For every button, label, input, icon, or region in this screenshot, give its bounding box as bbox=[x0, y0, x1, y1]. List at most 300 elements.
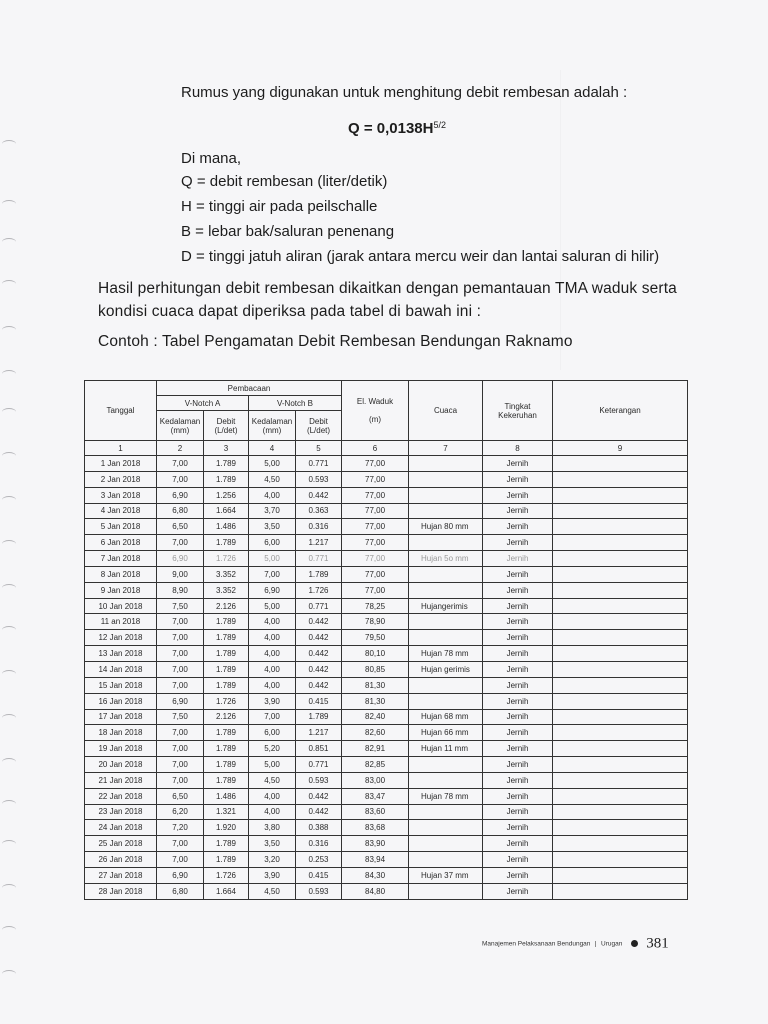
table-cell: Jernih bbox=[483, 614, 553, 630]
table-cell: 0.771 bbox=[296, 551, 342, 567]
table-cell bbox=[409, 693, 483, 709]
table-cell: 1.789 bbox=[204, 757, 249, 773]
table-cell: 3 Jan 2018 bbox=[85, 487, 157, 503]
table-cell bbox=[553, 725, 688, 741]
table-cell: 77,00 bbox=[342, 471, 409, 487]
table-cell: Hujan 5o mm bbox=[409, 551, 483, 567]
paragraph-line-1: Hasil perhitungan debit rembesan dikaitkan dengan pemantauan TMA waduk serta bbox=[98, 280, 677, 297]
header-el-waduk-unit: (m) bbox=[369, 415, 382, 424]
table-cell: 10 Jan 2018 bbox=[85, 598, 157, 614]
table-row bbox=[85, 867, 688, 883]
page-number: 381 bbox=[646, 935, 669, 952]
table-cell: 15 Jan 2018 bbox=[85, 677, 157, 693]
table-cell: 6,00 bbox=[249, 725, 296, 741]
table-cell: 80,10 bbox=[342, 646, 409, 662]
table-cell: 1.726 bbox=[204, 693, 249, 709]
table-cell: 1.726 bbox=[296, 582, 342, 598]
table-cell: Jernih bbox=[483, 566, 553, 582]
table-cell: 9,00 bbox=[157, 566, 204, 582]
page-footer bbox=[482, 935, 669, 953]
table-cell: Jernih bbox=[483, 503, 553, 519]
table-cell: 1.217 bbox=[296, 725, 342, 741]
table-cell: 7,50 bbox=[157, 598, 204, 614]
header-vnotch-b: V-Notch B bbox=[249, 396, 342, 411]
table-cell: 8 Jan 2018 bbox=[85, 566, 157, 582]
table-cell: 4,00 bbox=[249, 661, 296, 677]
bullet-icon bbox=[631, 940, 638, 947]
table-cell: Jernih bbox=[483, 772, 553, 788]
table-cell: 1.664 bbox=[204, 503, 249, 519]
table-cell: Jernih bbox=[483, 725, 553, 741]
table-cell bbox=[409, 820, 483, 836]
table-row bbox=[85, 725, 688, 741]
table-cell bbox=[409, 804, 483, 820]
table-cell: Jernih bbox=[483, 757, 553, 773]
table-cell: 4 Jan 2018 bbox=[85, 503, 157, 519]
table-cell bbox=[553, 677, 688, 693]
table-cell: 1.664 bbox=[204, 883, 249, 899]
formula-main: Q = 0,0138H bbox=[348, 120, 434, 137]
table-row bbox=[85, 820, 688, 836]
table-cell: 1.789 bbox=[204, 836, 249, 852]
header-pembacaan: Pembacaan bbox=[157, 381, 342, 396]
table-cell: 3,20 bbox=[249, 852, 296, 868]
table-cell: 0.771 bbox=[296, 757, 342, 773]
table-cell: 0.316 bbox=[296, 836, 342, 852]
table-cell: 7,00 bbox=[157, 677, 204, 693]
table-cell: 77,00 bbox=[342, 551, 409, 567]
footer-section: Urugan bbox=[601, 940, 623, 948]
table-cell: 7,00 bbox=[157, 630, 204, 646]
table-cell: Jernih bbox=[483, 598, 553, 614]
table-cell: 6,90 bbox=[157, 551, 204, 567]
table-cell: 0.442 bbox=[296, 677, 342, 693]
table-cell bbox=[553, 709, 688, 725]
seepage-observation-table bbox=[84, 380, 688, 900]
table-cell: Hujan 78 mm bbox=[409, 646, 483, 662]
table-cell: 3,50 bbox=[249, 519, 296, 535]
table-cell bbox=[553, 598, 688, 614]
where-label: Di mana, bbox=[181, 150, 242, 167]
table-cell bbox=[553, 614, 688, 630]
table-cell: 77,00 bbox=[342, 519, 409, 535]
table-cell: 5,00 bbox=[249, 598, 296, 614]
table-cell: 77,00 bbox=[342, 582, 409, 598]
table-row bbox=[85, 551, 688, 567]
table-cell: 80,85 bbox=[342, 661, 409, 677]
table-cell: 16 Jan 2018 bbox=[85, 693, 157, 709]
table-cell: 7 Jan 2018 bbox=[85, 551, 157, 567]
table-cell: 6,50 bbox=[157, 519, 204, 535]
table-cell: 6,90 bbox=[157, 693, 204, 709]
table-cell: 78,25 bbox=[342, 598, 409, 614]
definition-d: D = tinggi jatuh aliran (jarak antara mercu weir dan lantai saluran di hilir) bbox=[181, 248, 660, 265]
table-cell: 11 an 2018 bbox=[85, 614, 157, 630]
table-cell: 6,90 bbox=[157, 867, 204, 883]
table-cell bbox=[553, 456, 688, 472]
table-cell: 82,85 bbox=[342, 757, 409, 773]
table-cell: 0.415 bbox=[296, 867, 342, 883]
table-cell: Hujangerimis bbox=[409, 598, 483, 614]
table-cell: Jernih bbox=[483, 630, 553, 646]
table-cell: 4,00 bbox=[249, 487, 296, 503]
table-cell: Jernih bbox=[483, 551, 553, 567]
table-cell: 5 Jan 2018 bbox=[85, 519, 157, 535]
table-cell bbox=[553, 646, 688, 662]
header-kedalaman-b: Kedalaman (mm) bbox=[249, 411, 296, 441]
table-row bbox=[85, 677, 688, 693]
table-cell: Jernih bbox=[483, 693, 553, 709]
definition-q: Q = debit rembesan (liter/detik) bbox=[181, 173, 388, 190]
table-cell bbox=[553, 471, 688, 487]
table-cell: Jernih bbox=[483, 661, 553, 677]
table-cell: 0.593 bbox=[296, 772, 342, 788]
table-cell: 7,00 bbox=[157, 836, 204, 852]
definition-h: H = tinggi air pada peilschalle bbox=[181, 198, 378, 215]
table-cell: 4,00 bbox=[249, 677, 296, 693]
table-cell: 7,00 bbox=[157, 535, 204, 551]
table-row bbox=[85, 757, 688, 773]
table-cell: 82,40 bbox=[342, 709, 409, 725]
table-cell: 1.726 bbox=[204, 867, 249, 883]
table-cell: 77,00 bbox=[342, 487, 409, 503]
table-row bbox=[85, 741, 688, 757]
table-cell: Jernih bbox=[483, 519, 553, 535]
table-cell bbox=[553, 487, 688, 503]
table-cell bbox=[409, 757, 483, 773]
header-debit-a: Debit (L/det) bbox=[204, 411, 249, 441]
table-cell: 6 Jan 2018 bbox=[85, 535, 157, 551]
table-row bbox=[85, 535, 688, 551]
table-cell: 25 Jan 2018 bbox=[85, 836, 157, 852]
table-cell: 1.789 bbox=[204, 772, 249, 788]
footer-separator: | bbox=[594, 940, 597, 948]
table-row bbox=[85, 471, 688, 487]
table-cell: 3,80 bbox=[249, 820, 296, 836]
table-cell: Jernih bbox=[483, 741, 553, 757]
header-debit-b: Debit (L/det) bbox=[296, 411, 342, 441]
header-el-waduk: El. Waduk (m) bbox=[342, 381, 409, 441]
table-row bbox=[85, 804, 688, 820]
table-cell: 7,00 bbox=[157, 471, 204, 487]
column-number-row: 1 2 3 4 5 6 7 8 9 bbox=[85, 441, 688, 456]
table-cell: Jernih bbox=[483, 677, 553, 693]
table-cell: 22 Jan 2018 bbox=[85, 788, 157, 804]
table-cell: 0.363 bbox=[296, 503, 342, 519]
table-cell: 0.442 bbox=[296, 487, 342, 503]
table-cell: 1.486 bbox=[204, 519, 249, 535]
table-cell bbox=[409, 772, 483, 788]
table-cell: Hujan 80 mm bbox=[409, 519, 483, 535]
table-body bbox=[85, 456, 688, 900]
table-cell: 14 Jan 2018 bbox=[85, 661, 157, 677]
table-cell: 3,50 bbox=[249, 836, 296, 852]
table-cell: 20 Jan 2018 bbox=[85, 757, 157, 773]
formula-exponent: 5/2 bbox=[433, 120, 446, 130]
bleed-through-shadow bbox=[560, 70, 681, 370]
table-cell bbox=[553, 867, 688, 883]
table-cell bbox=[409, 677, 483, 693]
table-cell: 84,80 bbox=[342, 883, 409, 899]
table-cell bbox=[553, 693, 688, 709]
table-cell: 2 Jan 2018 bbox=[85, 471, 157, 487]
definition-b: B = lebar bak/saluran penenang bbox=[181, 223, 395, 240]
table-row bbox=[85, 788, 688, 804]
table-cell: 6,50 bbox=[157, 788, 204, 804]
table-cell: 77,00 bbox=[342, 535, 409, 551]
table-row bbox=[85, 582, 688, 598]
table-cell: 23 Jan 2018 bbox=[85, 804, 157, 820]
table-cell: 7,00 bbox=[157, 725, 204, 741]
table-cell bbox=[553, 852, 688, 868]
table-cell: 3,70 bbox=[249, 503, 296, 519]
table-cell: 7,00 bbox=[157, 757, 204, 773]
table-cell: 7,20 bbox=[157, 820, 204, 836]
table-cell: 0.442 bbox=[296, 630, 342, 646]
table-cell: 5,00 bbox=[249, 757, 296, 773]
table-cell: 7,00 bbox=[249, 709, 296, 725]
table-cell: 1.789 bbox=[296, 566, 342, 582]
table-cell: 1.789 bbox=[204, 852, 249, 868]
table-cell: 6,80 bbox=[157, 883, 204, 899]
table-row bbox=[85, 693, 688, 709]
table-cell: 1.789 bbox=[204, 614, 249, 630]
table-cell: 1.789 bbox=[204, 741, 249, 757]
table-row bbox=[85, 456, 688, 472]
table-cell bbox=[553, 772, 688, 788]
table-cell: 7,50 bbox=[157, 709, 204, 725]
table-cell: 0.316 bbox=[296, 519, 342, 535]
table-cell: 1.789 bbox=[204, 535, 249, 551]
table-cell: Jernih bbox=[483, 456, 553, 472]
table-cell: Jernih bbox=[483, 709, 553, 725]
table-row bbox=[85, 566, 688, 582]
table-cell: 7,00 bbox=[157, 456, 204, 472]
table-row bbox=[85, 852, 688, 868]
table-cell bbox=[409, 852, 483, 868]
table-cell: 77,00 bbox=[342, 456, 409, 472]
table-cell: 0.851 bbox=[296, 741, 342, 757]
table-cell: 5,20 bbox=[249, 741, 296, 757]
table-row bbox=[85, 646, 688, 662]
table-cell: 13 Jan 2018 bbox=[85, 646, 157, 662]
table-cell: 0.442 bbox=[296, 661, 342, 677]
table-cell: 0.442 bbox=[296, 788, 342, 804]
intro-text: Rumus yang digunakan untuk menghitung debit rembesan adalah : bbox=[181, 84, 628, 101]
table-cell: 78,90 bbox=[342, 614, 409, 630]
table-cell: Hujan 37 mm bbox=[409, 867, 483, 883]
table-cell: 1.321 bbox=[204, 804, 249, 820]
example-title: Contoh : Tabel Pengamatan Debit Rembesan Bendungan Raknamo bbox=[98, 333, 573, 350]
table-cell bbox=[553, 661, 688, 677]
table-cell: 0.593 bbox=[296, 471, 342, 487]
table-cell: 3,90 bbox=[249, 693, 296, 709]
table-cell bbox=[409, 582, 483, 598]
table-cell: 5,00 bbox=[249, 551, 296, 567]
table-cell: 6,20 bbox=[157, 804, 204, 820]
table-cell: 83,47 bbox=[342, 788, 409, 804]
table-cell: 3,90 bbox=[249, 867, 296, 883]
binding-holes bbox=[0, 140, 20, 1020]
table-cell: 7,00 bbox=[157, 614, 204, 630]
table-cell: 26 Jan 2018 bbox=[85, 852, 157, 868]
table-cell bbox=[553, 757, 688, 773]
table-cell: 0.442 bbox=[296, 614, 342, 630]
table-cell: 2.126 bbox=[204, 709, 249, 725]
table-cell bbox=[409, 503, 483, 519]
table-cell: 1.486 bbox=[204, 788, 249, 804]
table-cell: 81,30 bbox=[342, 693, 409, 709]
table-cell: 9 Jan 2018 bbox=[85, 582, 157, 598]
table-cell: 1.256 bbox=[204, 487, 249, 503]
table-cell: 28 Jan 2018 bbox=[85, 883, 157, 899]
header-tingkat-kekeruhan: Tingkat Kekeruhan bbox=[483, 381, 553, 441]
table-row bbox=[85, 503, 688, 519]
table-cell: 82,91 bbox=[342, 741, 409, 757]
table-cell: 1.789 bbox=[204, 646, 249, 662]
table-cell bbox=[409, 630, 483, 646]
table-cell bbox=[553, 535, 688, 551]
header-cuaca: Cuaca bbox=[409, 381, 483, 441]
table-cell: 4,00 bbox=[249, 788, 296, 804]
table-cell: 27 Jan 2018 bbox=[85, 867, 157, 883]
table-row bbox=[85, 614, 688, 630]
table-cell: 0.771 bbox=[296, 598, 342, 614]
table-cell bbox=[553, 804, 688, 820]
table-cell: 4,00 bbox=[249, 646, 296, 662]
table-cell: 7,00 bbox=[157, 661, 204, 677]
table-cell: 83,60 bbox=[342, 804, 409, 820]
table-cell: 1.789 bbox=[296, 709, 342, 725]
table-cell: 7,00 bbox=[157, 741, 204, 757]
table-cell: 3.352 bbox=[204, 566, 249, 582]
table-cell: 8,90 bbox=[157, 582, 204, 598]
table-row bbox=[85, 661, 688, 677]
table-cell: 4,00 bbox=[249, 804, 296, 820]
table-cell: 4,50 bbox=[249, 471, 296, 487]
table-row bbox=[85, 519, 688, 535]
seepage-formula bbox=[348, 120, 446, 137]
table-cell: 7,00 bbox=[157, 852, 204, 868]
table-row bbox=[85, 709, 688, 725]
table-cell: Jernih bbox=[483, 883, 553, 899]
table-cell: 1.789 bbox=[204, 661, 249, 677]
table-cell: 5,00 bbox=[249, 456, 296, 472]
table-cell: 7,00 bbox=[249, 566, 296, 582]
table-cell: 1.789 bbox=[204, 677, 249, 693]
table-row bbox=[85, 883, 688, 899]
table-cell: 0.415 bbox=[296, 693, 342, 709]
table-cell: 4,00 bbox=[249, 614, 296, 630]
table-cell: Hujan gerimis bbox=[409, 661, 483, 677]
table-cell: Hujan 78 mm bbox=[409, 788, 483, 804]
table-cell: 6,80 bbox=[157, 503, 204, 519]
header-tanggal: Tanggal bbox=[85, 381, 157, 441]
table-cell: 84,30 bbox=[342, 867, 409, 883]
table-cell: 0.442 bbox=[296, 804, 342, 820]
table-cell: 1.789 bbox=[204, 456, 249, 472]
paragraph-line-2: kondisi cuaca dapat diperiksa pada tabel di bawah ini : bbox=[98, 303, 482, 320]
table-cell: 1 Jan 2018 bbox=[85, 456, 157, 472]
table-cell: Hujan 11 mm bbox=[409, 741, 483, 757]
table-cell: 6,00 bbox=[249, 535, 296, 551]
table-cell: 7,00 bbox=[157, 772, 204, 788]
table-cell bbox=[553, 883, 688, 899]
table-cell: Jernih bbox=[483, 820, 553, 836]
table-cell: 83,94 bbox=[342, 852, 409, 868]
table-cell bbox=[409, 487, 483, 503]
table-cell: Hujan 68 mm bbox=[409, 709, 483, 725]
table-cell bbox=[409, 566, 483, 582]
table-cell: 0.253 bbox=[296, 852, 342, 868]
table-cell: 0.771 bbox=[296, 456, 342, 472]
table-cell bbox=[409, 836, 483, 852]
table-cell: Jernih bbox=[483, 867, 553, 883]
table-cell: Jernih bbox=[483, 582, 553, 598]
table-cell: 1.726 bbox=[204, 551, 249, 567]
table-cell: 1.217 bbox=[296, 535, 342, 551]
table-cell: 4,50 bbox=[249, 772, 296, 788]
table-cell: 4,50 bbox=[249, 883, 296, 899]
table-cell: 4,00 bbox=[249, 630, 296, 646]
table-cell: 81,30 bbox=[342, 677, 409, 693]
table-cell: 24 Jan 2018 bbox=[85, 820, 157, 836]
table-cell: 12 Jan 2018 bbox=[85, 630, 157, 646]
table-cell bbox=[553, 836, 688, 852]
table-cell bbox=[553, 788, 688, 804]
table-cell: 7,00 bbox=[157, 646, 204, 662]
table-cell: 19 Jan 2018 bbox=[85, 741, 157, 757]
table-cell: 3.352 bbox=[204, 582, 249, 598]
table-cell bbox=[553, 630, 688, 646]
table-cell: Jernih bbox=[483, 471, 553, 487]
table-cell bbox=[409, 883, 483, 899]
table-cell: 0.593 bbox=[296, 883, 342, 899]
table-cell: 83,00 bbox=[342, 772, 409, 788]
header-keterangan: Keterangan bbox=[553, 381, 688, 441]
table-cell bbox=[409, 456, 483, 472]
table-cell: 0.388 bbox=[296, 820, 342, 836]
table-cell bbox=[409, 471, 483, 487]
table-cell: 17 Jan 2018 bbox=[85, 709, 157, 725]
table-cell bbox=[553, 820, 688, 836]
table-cell: 83,68 bbox=[342, 820, 409, 836]
table-cell bbox=[553, 551, 688, 567]
table-row bbox=[85, 598, 688, 614]
table-cell: Hujan 66 mm bbox=[409, 725, 483, 741]
table-row bbox=[85, 836, 688, 852]
table-cell: 6,90 bbox=[249, 582, 296, 598]
table-cell: 1.789 bbox=[204, 725, 249, 741]
table-cell: 21 Jan 2018 bbox=[85, 772, 157, 788]
table-cell bbox=[553, 582, 688, 598]
table-cell: 77,00 bbox=[342, 566, 409, 582]
table-cell: 18 Jan 2018 bbox=[85, 725, 157, 741]
header-vnotch-a: V-Notch A bbox=[157, 396, 249, 411]
table-cell: Jernih bbox=[483, 804, 553, 820]
table-cell: 1.789 bbox=[204, 471, 249, 487]
table-cell: 1.789 bbox=[204, 630, 249, 646]
table-row bbox=[85, 630, 688, 646]
table-cell: 0.442 bbox=[296, 646, 342, 662]
table-row bbox=[85, 487, 688, 503]
table-cell: Jernih bbox=[483, 487, 553, 503]
table-cell: Jernih bbox=[483, 788, 553, 804]
table-cell: 77,00 bbox=[342, 503, 409, 519]
table-cell: Jernih bbox=[483, 836, 553, 852]
table-row bbox=[85, 772, 688, 788]
header-kedalaman-a: Kedalaman (mm) bbox=[157, 411, 204, 441]
